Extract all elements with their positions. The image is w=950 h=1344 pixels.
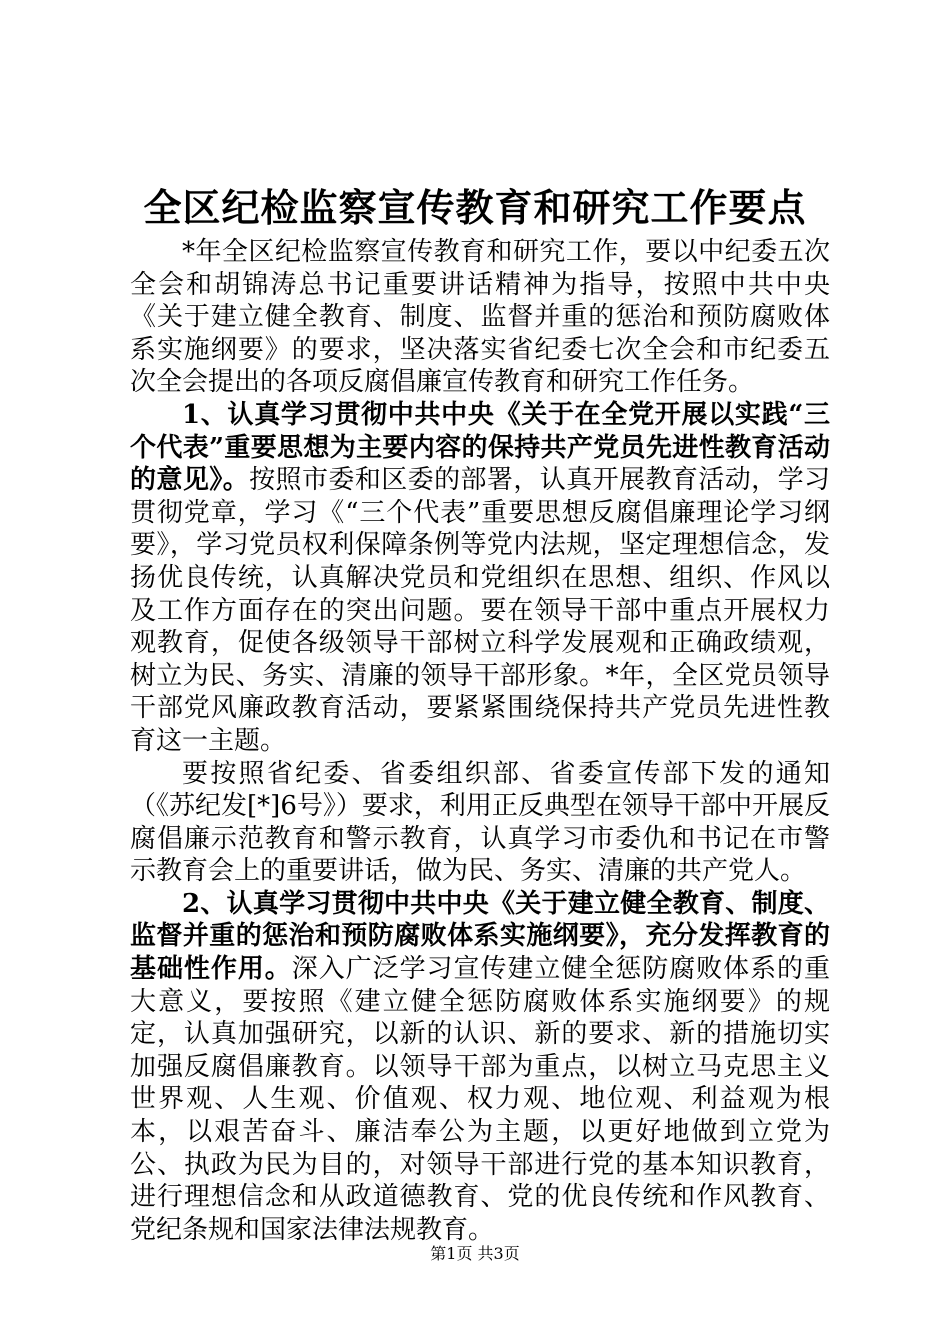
paragraph-item-2 bbox=[130, 888, 830, 1247]
paragraph-item-1 bbox=[130, 399, 830, 758]
document-body bbox=[130, 236, 830, 1246]
paragraph-text: 深入广泛学习宣传建立健全惩防腐败体系的重大意义，要按照《建立健全惩防腐败体系实施纲要》的规定，认真加强研究，以新的认识、新的要求、新的措施切实加强反腐倡廉教育。以领导干部为重点，以树立马克思主义世界观、人生观、价值观、权力观、地位观、利益观为根本，以艰苦奋斗、廉洁奉公为主题，以更好地做到立党为公、执政为民为目的，对领导干部进行党的基本知识教育，进行理想信念和从政道德教育、党的优良传统和作风教育、党纪条规和国家法律法规教育。 bbox=[130, 954, 830, 1245]
paragraph-lead: 1、认真学习贯彻中共中央《关于在全党开展以实践“三个代表”重要思想为主要内容的保持共产党员先进性教育活动的意见》。 bbox=[130, 399, 830, 496]
document-title: 全区纪检监察宣传教育和研究工作要点 bbox=[143, 185, 807, 230]
paragraph-lead: 2、认真学习贯彻中共中央《关于建立健全教育、制度、监督并重的惩治和预防腐败体系实施纲要》，充分发挥教育的基础性作用。 bbox=[130, 888, 830, 985]
paragraph-text: *年全区纪检监察宣传教育和研究工作，要以中纪委五次全会和胡锦涛总书记重要讲话精神为指导，按照中共中央《关于建立健全教育、制度、监督并重的惩治和预防腐败体系实施纲要》的要求，坚决落实省纪委七次全会和市纪委五次全会提出的各项反腐倡廉宣传教育和研究工作任务。 bbox=[130, 237, 830, 398]
paragraph-text: 按照市委和区委的部署，认真开展教育活动，学习贯彻党章，学习《“三个代表”重要思想反腐倡廉理论学习纲要》，学习党员权利保障条例等党内法规，坚定理想信念，发扬优良传统，认真解决党员和党组织在思想、组织、作风以及工作方面存在的突出问题。要在领导干部中重点开展权力观教育，促使各级领导干部树立科学发展观和正确政绩观，树立为民、务实、清廉的领导干部形象。*年，全区党员领导干部党风廉政教育活动，要紧紧围绕保持共产党员先进性教育这一主题。 bbox=[130, 465, 830, 756]
paragraph-text: 要按照省纪委、省委组织部、省委宣传部下发的通知（《苏纪发[*]6号》）要求，利用正反典型在领导干部中开展反腐倡廉示范教育和警示教育，认真学习市委仇和书记在市警示教育会上的重要讲话，做为民、务实、清廉的共产党人。 bbox=[130, 758, 830, 887]
paragraph-intro bbox=[130, 236, 830, 399]
page-footer: 第1页 共3页 bbox=[430, 1244, 520, 1263]
paragraph-item-1-cont bbox=[130, 758, 830, 888]
